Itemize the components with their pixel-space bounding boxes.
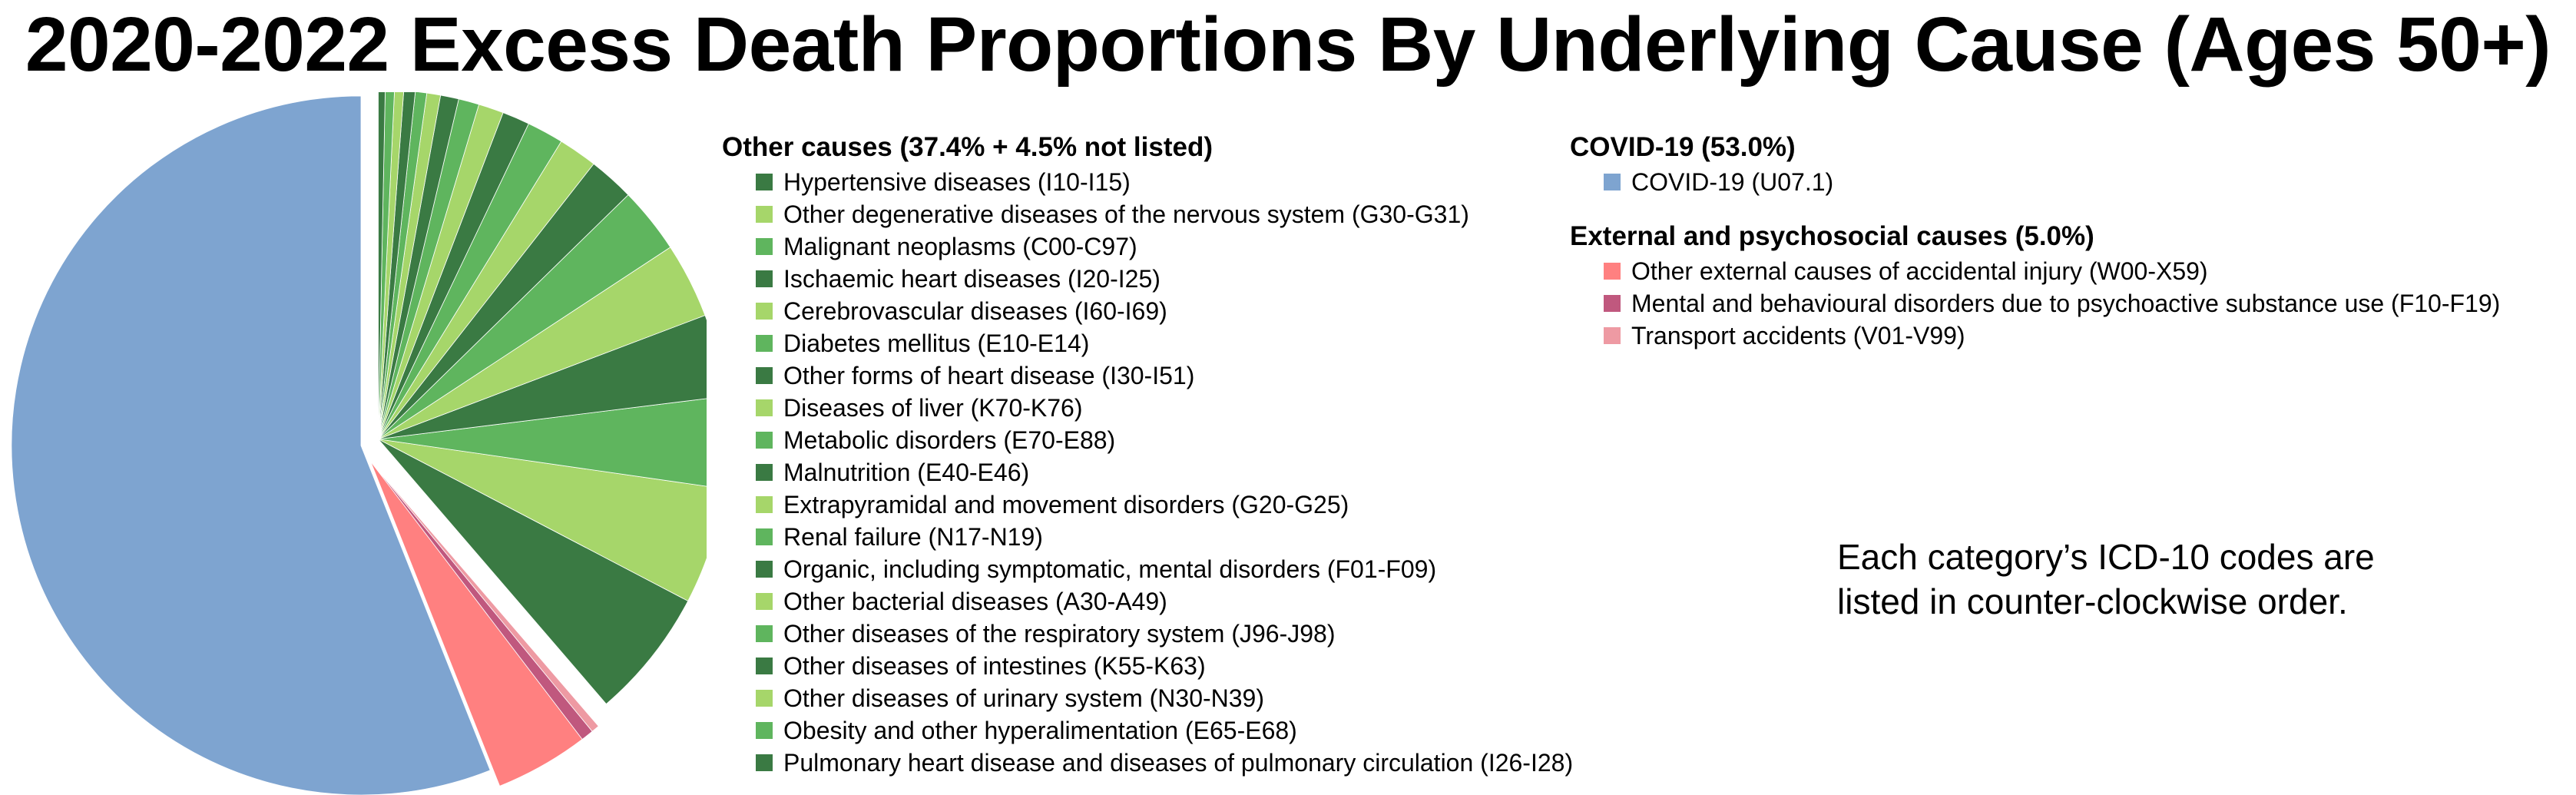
- legend-item: [756, 521, 1573, 553]
- legend-item: [756, 585, 1573, 618]
- legend-item: [756, 747, 1573, 779]
- legend-swatch: [756, 690, 773, 707]
- legend-label: Malignant neoplasms (C00-C97): [783, 232, 1137, 260]
- legend-label: Mental and behavioural disorders due to psychoactive substance use (F10-F19): [1631, 289, 2501, 317]
- legend-swatch: [756, 754, 773, 771]
- legend-item: [1604, 255, 2500, 287]
- legend-item: [756, 618, 1573, 650]
- legend-label: Diabetes mellitus (E10-E14): [783, 329, 1090, 357]
- legend-label: Obesity and other hyperalimentation (E65-E68): [783, 716, 1297, 744]
- legend-swatch: [1604, 263, 1621, 280]
- legend-item: [756, 714, 1573, 747]
- legend-label: Organic, including symptomatic, mental disorders (F01-F09): [783, 555, 1437, 583]
- legend-label: Diseases of liver (K70-K76): [783, 393, 1083, 422]
- legend-item: [756, 424, 1573, 456]
- legend-label: Other diseases of intestines (K55-K63): [783, 651, 1206, 680]
- legend-swatch: [756, 238, 773, 255]
- legend-label: Other external causes of accidental injury (W00-X59): [1631, 257, 2208, 285]
- legend-swatch: [756, 722, 773, 739]
- legend-swatch: [756, 174, 773, 190]
- legend-item: [756, 392, 1573, 424]
- legend-other-causes: [722, 131, 1573, 779]
- legend-swatch: [756, 593, 773, 610]
- legend-swatch: [756, 528, 773, 545]
- legend-item: [756, 327, 1573, 359]
- ordering-note: [1837, 535, 2375, 624]
- legend-item: [756, 489, 1573, 521]
- legend-list: [1570, 255, 2500, 352]
- legend-swatch: [756, 399, 773, 416]
- legend-item: [756, 295, 1573, 327]
- legend-swatch: [756, 303, 773, 320]
- legend-swatch: [756, 464, 773, 481]
- legend-label: Other diseases of the respiratory system (J96-J98): [783, 619, 1336, 648]
- legend-swatch: [756, 658, 773, 674]
- legend-item: [756, 650, 1573, 682]
- legend-item: [756, 230, 1573, 263]
- legend-swatch: [756, 432, 773, 449]
- legend-item: [756, 359, 1573, 392]
- note-line: listed in counter-clockwise order.: [1837, 581, 2348, 621]
- legend-label: Ischaemic heart diseases (I20-I25): [783, 264, 1161, 293]
- legend-group-title: Other causes (37.4% + 4.5% not listed): [722, 132, 1213, 162]
- note-line: Each category’s ICD-10 codes are: [1837, 537, 2375, 577]
- legend-label: Other forms of heart disease (I30-I51): [783, 361, 1195, 389]
- legend-swatch: [756, 367, 773, 384]
- legend-item: [1604, 287, 2500, 320]
- legend-label: Extrapyramidal and movement disorders (G20-G25): [783, 490, 1349, 518]
- legend-item: [756, 456, 1573, 489]
- legend-list: [722, 166, 1573, 779]
- legend-swatch: [1604, 174, 1621, 190]
- chart-title: 2020-2022 Excess Death Proportions By Underlying Cause (Ages 50+): [25, 2, 2551, 88]
- legend-group-title: External and psychosocial causes (5.0%): [1570, 221, 2094, 251]
- legend-label: Transport accidents (V01-V99): [1631, 321, 1965, 349]
- legend-label: Other bacterial diseases (A30-A49): [783, 587, 1167, 615]
- legend-item: [756, 553, 1573, 585]
- legend-item: [756, 682, 1573, 714]
- legend-item: [756, 166, 1573, 198]
- legend-label: Malnutrition (E40-E46): [783, 458, 1030, 486]
- legend-item: [1604, 166, 1833, 198]
- legend-swatch: [756, 270, 773, 287]
- legend-list: [1570, 166, 1833, 198]
- legend-swatch: [756, 206, 773, 223]
- legend-label: Pulmonary heart disease and diseases of pulmonary circulation (I26-I28): [783, 748, 1574, 777]
- legend-label: Renal failure (N17-N19): [783, 522, 1043, 551]
- legend-label: Hypertensive diseases (I10-I15): [783, 167, 1131, 196]
- legend-group-title: COVID-19 (53.0%): [1570, 132, 1796, 162]
- legend-swatch: [756, 625, 773, 642]
- legend-label: COVID-19 (U07.1): [1631, 167, 1834, 196]
- pie-chart: [0, 92, 707, 795]
- legend-item: [756, 198, 1573, 230]
- legend-swatch: [1604, 327, 1621, 344]
- legend-covid: [1570, 131, 1833, 198]
- legend-swatch: [756, 496, 773, 513]
- legend-swatch: [756, 335, 773, 352]
- legend-item: [756, 263, 1573, 295]
- legend-label: Cerebrovascular diseases (I60-I69): [783, 296, 1167, 325]
- legend-label: Metabolic disorders (E70-E88): [783, 426, 1116, 454]
- legend-item: [1604, 320, 2500, 352]
- legend-swatch: [1604, 295, 1621, 312]
- legend-external-causes: [1570, 220, 2500, 352]
- legend-label: Other degenerative diseases of the nervous system (G30-G31): [783, 200, 1469, 228]
- legend-swatch: [756, 561, 773, 578]
- legend-label: Other diseases of urinary system (N30-N39): [783, 684, 1264, 712]
